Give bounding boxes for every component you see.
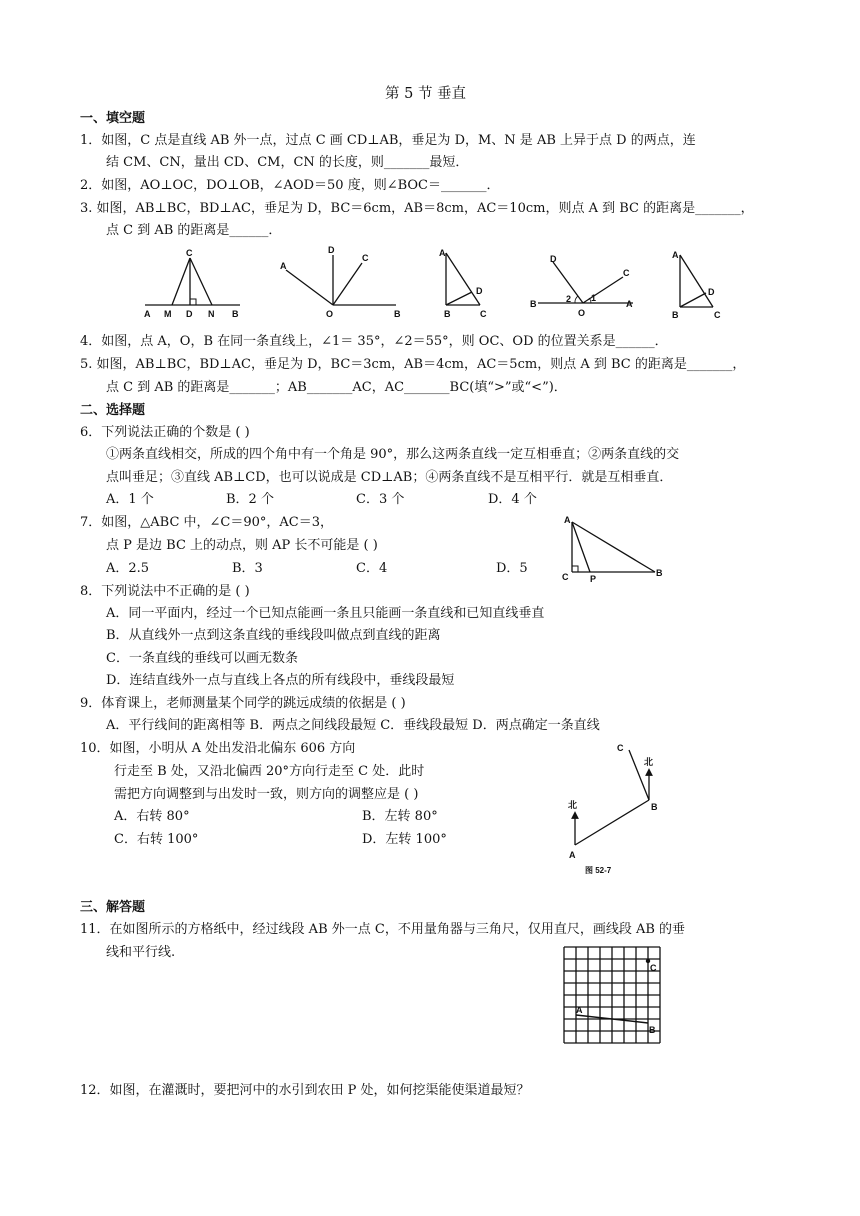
fig5-label-c: C bbox=[714, 310, 721, 320]
fig10-label-b: B bbox=[651, 802, 658, 812]
q7-line2: 点 P 是边 BC 上的动点，则 AP 长不可能是 ( ) bbox=[106, 538, 378, 553]
fig11-label-c: C bbox=[650, 963, 657, 973]
fig2-label-b: B bbox=[394, 309, 401, 319]
fig4-label-o: O bbox=[578, 308, 586, 318]
q7-option-a: A．2.5 bbox=[106, 561, 150, 576]
q5-line2: 点 C 到 AB 的距离是_______；AB_______AC，AC_______BC(填“>”或“<”)． bbox=[106, 380, 567, 395]
fig10-label-north-a: 北 bbox=[568, 800, 578, 810]
q3-line1: 3. 如图，AB⊥BC，BD⊥AC，垂足为 D，BC＝6cm，AB＝8cm，AC＝10cm，则点 A 到 BC 的距离是_______， bbox=[80, 201, 754, 216]
q8-option-c: C．一条直线的垂线可以画无数条 bbox=[106, 651, 298, 666]
q12: 12．如图，在灌溉时，要把河中的水引到农田 P 处，如何挖渠能使渠道最短？ bbox=[80, 1083, 530, 1098]
fig1-label-a: A bbox=[144, 309, 151, 319]
q6-stem: 6．下列说法正确的个数是 ( ) bbox=[80, 425, 250, 440]
fig7-label-c: C bbox=[562, 572, 569, 582]
q3-line2: 点 C 到 AB 的距离是______． bbox=[106, 223, 282, 238]
q10-option-b: B．左转 80° bbox=[362, 809, 438, 824]
page-title: 第 5 节 垂直 bbox=[385, 86, 467, 102]
fig5-label-a: A bbox=[672, 250, 679, 260]
figure-q2 bbox=[278, 245, 408, 325]
q6-option-c: C．3 个 bbox=[356, 492, 405, 507]
q8-option-d: D．连结直线外一点与直线上各点的所有线段中，垂线段最短 bbox=[106, 673, 455, 688]
fig11-label-b: B bbox=[649, 1025, 656, 1035]
figure-q10 bbox=[565, 740, 675, 880]
fig10-label-north-b: 北 bbox=[644, 757, 654, 767]
fig1-label-b: B bbox=[232, 309, 239, 319]
fig3-label-d: D bbox=[476, 286, 483, 296]
q9-stem: 9．体育课上，老师测量某个同学的跳远成绩的依据是 ( ) bbox=[80, 696, 406, 711]
fig7-label-a: A bbox=[564, 515, 571, 525]
fig1-label-n: N bbox=[208, 309, 215, 319]
fig1-label-m: M bbox=[164, 309, 172, 319]
fig11-label-a: A bbox=[576, 1005, 583, 1015]
fig3-label-a: A bbox=[439, 248, 446, 258]
q6-option-a: A．1 个 bbox=[106, 492, 154, 507]
fig2-label-d: D bbox=[328, 245, 335, 255]
section-fill-heading: 一、填空题 bbox=[80, 111, 146, 126]
q10-line2: 行走至 B 处，又沿北偏西 20°方向行走至 C 处．此时 bbox=[114, 764, 425, 779]
section-solve-heading: 三、解答题 bbox=[80, 900, 146, 915]
q1-line2: 结 CM、CN，量出 CD、CM，CN 的长度，则_______最短． bbox=[106, 155, 469, 170]
q6-option-b: B．2 个 bbox=[226, 492, 274, 507]
q6-line1: ①两条直线相交，所成的四个角中有一个角是 90°，那么这两条直线一定互相垂直；②两条直线的交 bbox=[106, 447, 680, 462]
fig1-label-d: D bbox=[186, 309, 193, 319]
figure-q11-grid bbox=[560, 943, 670, 1043]
fig4-label-d: D bbox=[550, 254, 557, 264]
q8-option-a: A．同一平面内，经过一个已知点能画一条且只能画一条直线和已知直线垂直 bbox=[106, 606, 545, 621]
q7-option-d: D．5 bbox=[496, 561, 528, 576]
fig2-label-o: O bbox=[326, 309, 334, 319]
q1-line1: 1．如图，C 点是直线 AB 外一点，过点 C 画 CD⊥AB，垂足为 D，M、N 是 AB 上异于点 D 的两点，连 bbox=[80, 133, 696, 148]
figure-q5 bbox=[668, 245, 738, 325]
fig7-label-b: B bbox=[656, 568, 663, 578]
fig10-label-c: C bbox=[617, 743, 624, 753]
q8-option-b: B．从直线外一点到这条直线的垂线段叫做点到直线的距离 bbox=[106, 628, 441, 643]
fig4-label-2: 2 bbox=[566, 294, 572, 304]
q10-option-a: A．右转 80° bbox=[114, 809, 190, 824]
fig5-label-d: D bbox=[708, 287, 715, 297]
q2: 2．如图，AO⊥OC，DO⊥OB，∠AOD＝50 度，则∠BOC＝_______． bbox=[80, 178, 500, 193]
q9-options: A．平行线间的距离相等 B．两点之间线段最短 C．垂线段最短 D．两点确定一条直线 bbox=[106, 718, 600, 733]
q6-option-d: D．4 个 bbox=[488, 492, 537, 507]
fig3-label-c: C bbox=[480, 309, 487, 319]
q5-line1: 5. 如图，AB⊥BC，BD⊥AC，垂足为 D，BC＝3cm，AB＝4cm，AC＝5cm，则点 A 到 BC 的距离是_______， bbox=[80, 357, 746, 372]
fig5-label-b: B bbox=[672, 310, 679, 320]
figure-q7 bbox=[560, 512, 680, 587]
q10-line3: 需把方向调整到与出发时一致，则方向的调整应是 ( ) bbox=[114, 787, 419, 802]
q10-line1: 10．如图，小明从 A 处出发沿北偏东 606 方向 bbox=[80, 741, 356, 756]
figure-q3 bbox=[436, 245, 506, 325]
fig4-label-a: A bbox=[626, 299, 633, 309]
q6-line2: 点叫垂足；③直线 AB⊥CD，也可以说成是 CD⊥AB；④两条直线不是互相平行．就是互相垂直． bbox=[106, 470, 673, 485]
fig10-label-a: A bbox=[569, 850, 576, 860]
q7-option-c: C．4 bbox=[356, 561, 388, 576]
fig4-label-c: C bbox=[623, 268, 630, 278]
q10-option-d: D．左转 100° bbox=[362, 832, 447, 847]
q11-line2: 线和平行线. bbox=[106, 945, 176, 960]
fig2-label-a: A bbox=[280, 261, 287, 271]
fig2-label-c: C bbox=[362, 253, 369, 263]
figure-q4 bbox=[528, 250, 648, 330]
fig4-label-1: 1 bbox=[591, 293, 597, 303]
fig10-caption: 图 52-7 bbox=[585, 866, 612, 875]
figure-q1 bbox=[140, 250, 250, 330]
fig3-label-b: B bbox=[444, 309, 451, 319]
section-choice-heading: 二、选择题 bbox=[80, 403, 146, 418]
fig4-label-b: B bbox=[530, 299, 537, 309]
q7-line1: 7．如图，△ABC 中，∠C＝90°，AC＝3， bbox=[80, 515, 334, 530]
q10-option-c: C．右转 100° bbox=[114, 832, 199, 847]
fig7-label-p: P bbox=[590, 574, 597, 584]
q4: 4．如图，点 A，O，B 在同一条直线上，∠1＝ 35°，∠2＝55°，则 OC、OD 的位置关系是______． bbox=[80, 334, 668, 349]
q8-stem: 8．下列说法中不正确的是 ( ) bbox=[80, 584, 250, 599]
q11-line1: 11．在如图所示的方格纸中，经过线段 AB 外一点 C，不用量角器与三角尺，仅用直尺，画线段 AB 的垂 bbox=[80, 922, 686, 937]
fig1-label-c: C bbox=[186, 248, 193, 258]
q7-option-b: B．3 bbox=[232, 561, 263, 576]
